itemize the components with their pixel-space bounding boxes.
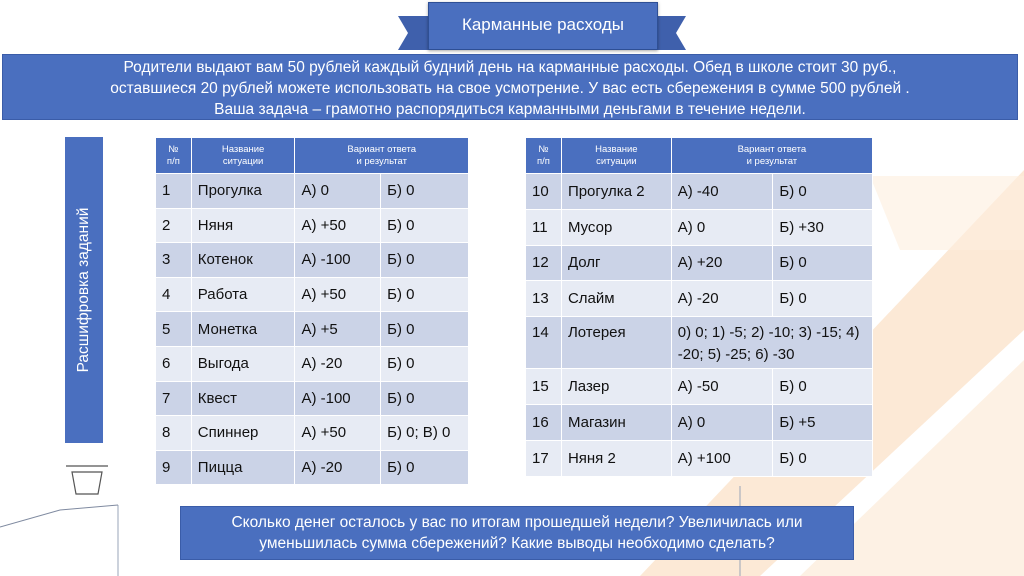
row-name: Магазин (561, 404, 671, 440)
intro-text-box (2, 54, 1018, 120)
table-row (526, 369, 873, 405)
row-option-a: А) 0 (671, 404, 773, 440)
table-row (526, 174, 873, 210)
table-row (526, 404, 873, 440)
table-row (156, 277, 469, 312)
intro-line-2: оставшиеся 20 рублей можете использовать на свое усмотрение. У вас есть сбережения в сумме 500 рублей . (110, 80, 910, 97)
row-option-b: Б) 0 (773, 440, 873, 476)
table-row (156, 416, 469, 451)
tasks-table-right (525, 137, 873, 477)
row-option-b: Б) 0 (381, 174, 469, 209)
table-row (526, 281, 873, 317)
header-variant: Вариант ответа и результат (295, 138, 469, 174)
table-row (526, 245, 873, 281)
row-num: 8 (156, 416, 192, 451)
header-num: № п/п (526, 138, 562, 174)
row-option-a: А) 0 (295, 174, 381, 209)
row-option-b: Б) +30 (773, 209, 873, 245)
table-row (156, 208, 469, 243)
row-option-a: А) 0 (671, 209, 773, 245)
row-num: 5 (156, 312, 192, 347)
row-name: Квест (191, 381, 295, 416)
row-option-a: А) -20 (295, 450, 381, 485)
row-option-b: Б) 0 (773, 281, 873, 317)
row-name: Прогулка 2 (561, 174, 671, 210)
row-option-a: А) -100 (295, 243, 381, 278)
row-option-a: А) +5 (295, 312, 381, 347)
header-name: Название ситуации (561, 138, 671, 174)
row-name: Долг (561, 245, 671, 281)
row-option-b: Б) 0 (381, 450, 469, 485)
row-option-b: Б) 0 (381, 243, 469, 278)
row-num: 11 (526, 209, 562, 245)
table-row (156, 450, 469, 485)
row-num: 12 (526, 245, 562, 281)
row-num: 16 (526, 404, 562, 440)
row-num: 9 (156, 450, 192, 485)
row-name: Спиннер (191, 416, 295, 451)
table-header-row (156, 138, 469, 174)
row-option-a: А) +50 (295, 208, 381, 243)
row-option-b: Б) +5 (773, 404, 873, 440)
row-num: 4 (156, 277, 192, 312)
row-name: Выгода (191, 346, 295, 381)
question-line-2: уменьшилась сумма сбережений? Какие выводы необходимо сделать? (259, 535, 775, 552)
row-option-a: А) -40 (671, 174, 773, 210)
row-name: Монетка (191, 312, 295, 347)
row-option-b: Б) 0 (381, 277, 469, 312)
intro-line-1: Родители выдают вам 50 рублей каждый будний день на карманные расходы. Обед в школе стоит 30 руб., (123, 59, 897, 76)
table-row (526, 317, 873, 369)
table-row (526, 440, 873, 476)
row-option-b: Б) 0 (773, 174, 873, 210)
tasks-table-left (155, 137, 469, 485)
side-label: Расшифровка заданий (75, 207, 92, 373)
row-name: Няня 2 (561, 440, 671, 476)
row-option-b: Б) 0; В) 0 (381, 416, 469, 451)
row-option-b: Б) 0 (381, 312, 469, 347)
row-option-a: А) -50 (671, 369, 773, 405)
row-num: 13 (526, 281, 562, 317)
table-row (156, 174, 469, 209)
row-name: Пицца (191, 450, 295, 485)
row-option-a: А) -20 (295, 346, 381, 381)
row-num: 7 (156, 381, 192, 416)
intro-line-3: Ваша задача – грамотно распорядиться карманными деньгами в течение недели. (214, 101, 806, 118)
row-num: 1 (156, 174, 192, 209)
row-name: Прогулка (191, 174, 295, 209)
row-option-b: Б) 0 (381, 346, 469, 381)
row-name: Лазер (561, 369, 671, 405)
row-option-a: А) +20 (671, 245, 773, 281)
row-name: Котенок (191, 243, 295, 278)
corner-shape-icon (66, 466, 108, 494)
row-option-a: А) +100 (671, 440, 773, 476)
row-num: 10 (526, 174, 562, 210)
row-name: Работа (191, 277, 295, 312)
side-label-box (65, 137, 103, 443)
row-option-b: Б) 0 (381, 381, 469, 416)
row-option-a: А) +50 (295, 277, 381, 312)
table-row (156, 312, 469, 347)
question-box (180, 506, 854, 560)
table-header-row (526, 138, 873, 174)
row-option-a: А) -100 (295, 381, 381, 416)
row-num: 6 (156, 346, 192, 381)
row-option-a: А) -20 (671, 281, 773, 317)
row-name: Мусор (561, 209, 671, 245)
row-num: 15 (526, 369, 562, 405)
row-option-b: Б) 0 (773, 245, 873, 281)
row-option-b: Б) 0 (773, 369, 873, 405)
row-name: Няня (191, 208, 295, 243)
row-option-a: А) +50 (295, 416, 381, 451)
table-row (526, 209, 873, 245)
table-row (156, 243, 469, 278)
row-options-combined: 0) 0; 1) -5; 2) -10; 3) -15; 4) -20; 5) -25; 6) -30 (671, 317, 872, 369)
header-num: № п/п (156, 138, 192, 174)
row-num: 14 (526, 317, 562, 369)
header-name: Название ситуации (191, 138, 295, 174)
row-name: Слайм (561, 281, 671, 317)
question-line-1: Сколько денег осталось у вас по итогам прошедшей недели? Увеличилась или (231, 514, 803, 531)
row-option-b: Б) 0 (381, 208, 469, 243)
table-row (156, 381, 469, 416)
page-title: Карманные расходы (428, 2, 658, 50)
table-row (156, 346, 469, 381)
row-num: 2 (156, 208, 192, 243)
row-num: 3 (156, 243, 192, 278)
row-num: 17 (526, 440, 562, 476)
row-name: Лотерея (561, 317, 671, 369)
header-variant: Вариант ответа и результат (671, 138, 872, 174)
